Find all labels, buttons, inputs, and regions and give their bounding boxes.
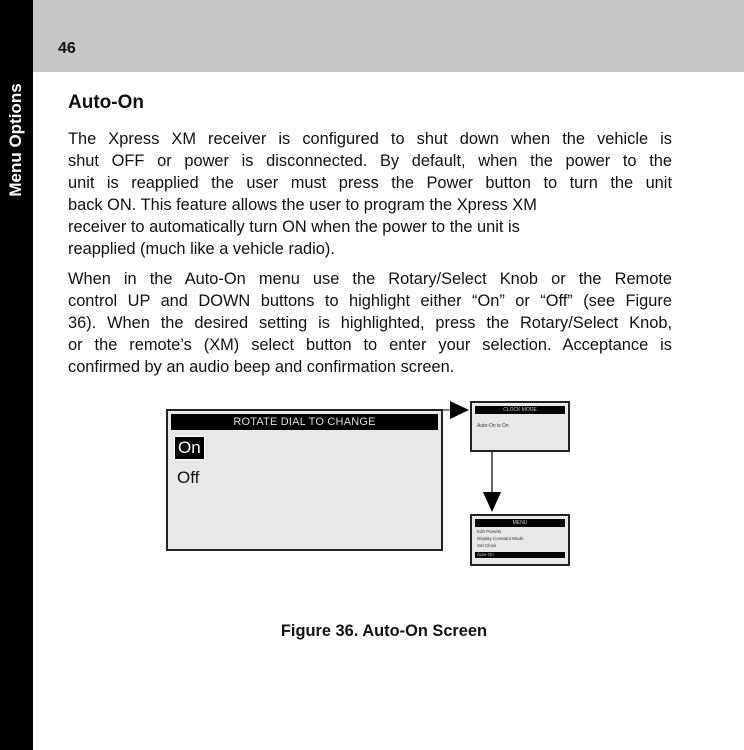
- sidebar-section-label: Menu Options: [6, 83, 25, 197]
- figure-caption: Figure 36. Auto-On Screen: [280, 622, 488, 640]
- screen-title-bar: ROTATE DIAL TO CHANGE: [171, 414, 438, 430]
- section-heading: Auto-On: [68, 92, 144, 113]
- text-line: 36). When the desired setting is highlighted, press the Rotary/Select Knob,: [68, 314, 672, 332]
- option-on-highlighted: On: [174, 436, 205, 460]
- text-line: When in the Auto-On menu use the Rotary/Select Knob or the Remote: [68, 270, 672, 288]
- arrow-down-icon: [483, 492, 501, 512]
- text-line: control UP and DOWN buttons to highlight either “On” or “Off” (see Figure: [68, 292, 672, 310]
- page-number: 46: [58, 40, 76, 57]
- text-line: reapplied (much like a vehicle radio).: [68, 240, 335, 258]
- text-line: The Xpress XM receiver is configured to shut down when the vehicle is: [68, 130, 672, 148]
- confirmation-text: Auto-On is On: [477, 423, 509, 429]
- text-line: or the remote’s (XM) select button to enter your selection. Acceptance is: [68, 336, 672, 354]
- text-line: receiver to automatically turn ON when the power to the unit is: [68, 218, 520, 236]
- menu-item: Display Constant Mode: [477, 536, 524, 541]
- text-line: back ON. This feature allows the user to program the Xpress XM: [68, 196, 537, 214]
- arrow-right-icon: [450, 401, 469, 419]
- menu-item-selected: Auto-On: [475, 552, 565, 558]
- screen-title-bar: CLOCK MODE: [475, 406, 565, 414]
- menu-item: Edit Presets: [477, 529, 502, 534]
- option-off: Off: [177, 468, 200, 487]
- text-line: shut OFF or power is disconnected. By default, when the power to the: [68, 152, 672, 170]
- text-line: confirmed by an audio beep and confirmation screen.: [68, 358, 455, 376]
- text-line: unit is reapplied the user must press the Power button to turn the unit: [68, 174, 672, 192]
- menu-item: Set Clock: [477, 543, 497, 548]
- screen-title-bar: MENU: [475, 519, 565, 527]
